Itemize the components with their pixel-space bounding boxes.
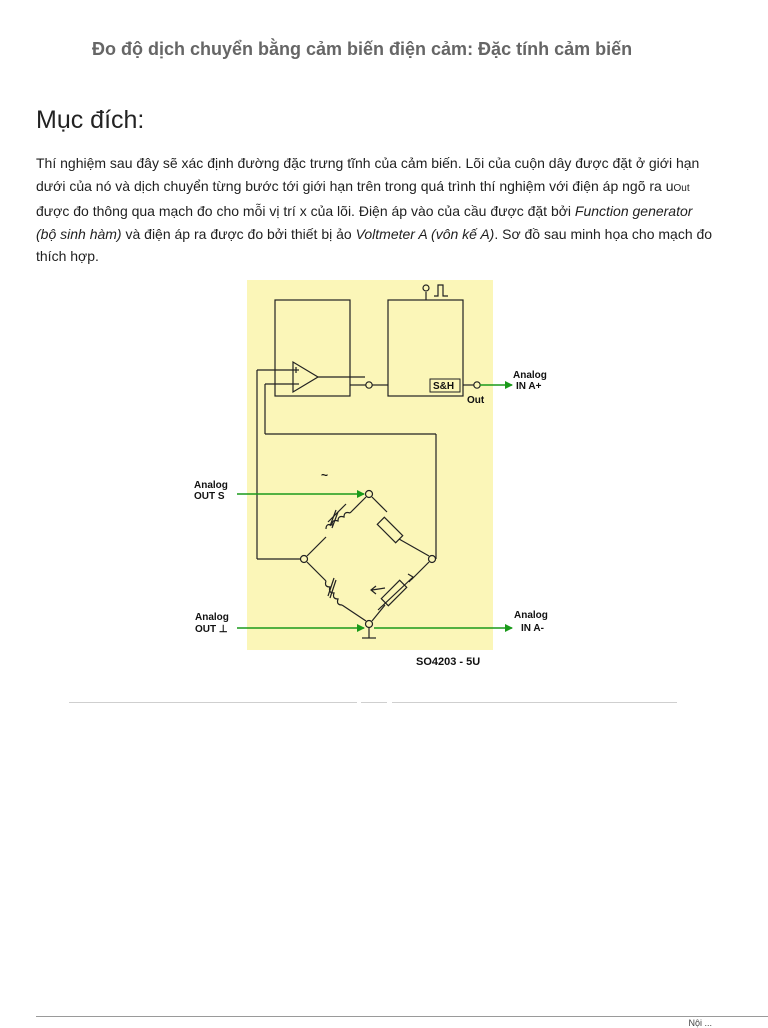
paragraph-text-4: . Sơ đồ sau minh họa cho mạch đo thích hợp.: [36, 225, 713, 264]
part-number-label: SO4203 - 5U: [416, 656, 481, 668]
bridge-node-right: [429, 556, 436, 563]
circuit-svg: [180, 278, 550, 678]
paragraph-text-1: Thí nghiệm sau đây sẽ xác định đường đặc trưng tĩnh của cảm biến. Lõi của cuộn dây được đặt ở giới hạn dưới của nó và dịch chuyển từng bước tới giới hạn trên trong quá trình thí nghiệm với điện áp ngõ ra u: [36, 155, 700, 194]
analog-out-gnd-label-1: Analog: [195, 612, 229, 623]
ac-source-label: ~: [321, 468, 329, 482]
diagram-panel: [247, 280, 493, 650]
body-paragraph: [36, 152, 716, 268]
separator-line-1: [69, 702, 357, 703]
separator-line-2: [361, 702, 387, 703]
circuit-diagram: [180, 278, 550, 678]
analog-out-gnd-label-2: OUT ⊥: [195, 624, 228, 635]
bridge-node-top: [366, 491, 373, 498]
paragraph-italic-function-generator: Function generator (bộ sinh hàm): [36, 203, 693, 242]
footer-text: Nội ...: [688, 1018, 712, 1028]
out-label: Out: [467, 395, 485, 406]
document-title: Đo độ dịch chuyển bằng cảm biến điện cảm: Đặc tính cảm biến: [92, 39, 633, 59]
paragraph-text-3: và điện áp ra được đo bởi thiết bị ảo: [121, 225, 356, 242]
sh-label: S&H: [433, 381, 455, 392]
section-heading: Mục đích:: [36, 106, 145, 134]
footer-divider: [36, 1016, 768, 1017]
bridge-node-bottom: [366, 621, 373, 628]
analog-in-a-minus-label-2: IN A-: [521, 623, 544, 634]
analog-in-a-minus-label-1: Analog: [514, 610, 548, 621]
paragraph-text-2: được đo thông qua mạch đo cho mỗi vị trí x của lõi. Điện áp vào của cầu được đặt bởi: [36, 203, 575, 219]
paragraph-subscript: Out: [673, 182, 690, 194]
paragraph-italic-voltmeter: Voltmeter A (vôn kế A): [355, 225, 495, 242]
analog-in-a-plus-label-1: Analog: [513, 370, 547, 381]
analog-out-s-label-1: Analog: [194, 480, 228, 491]
analog-in-a-plus-label-2: IN A+: [516, 381, 542, 392]
analog-out-s-label-2: OUT S: [194, 491, 225, 502]
bridge-node-left: [301, 556, 308, 563]
separator-line-3: [392, 702, 677, 703]
